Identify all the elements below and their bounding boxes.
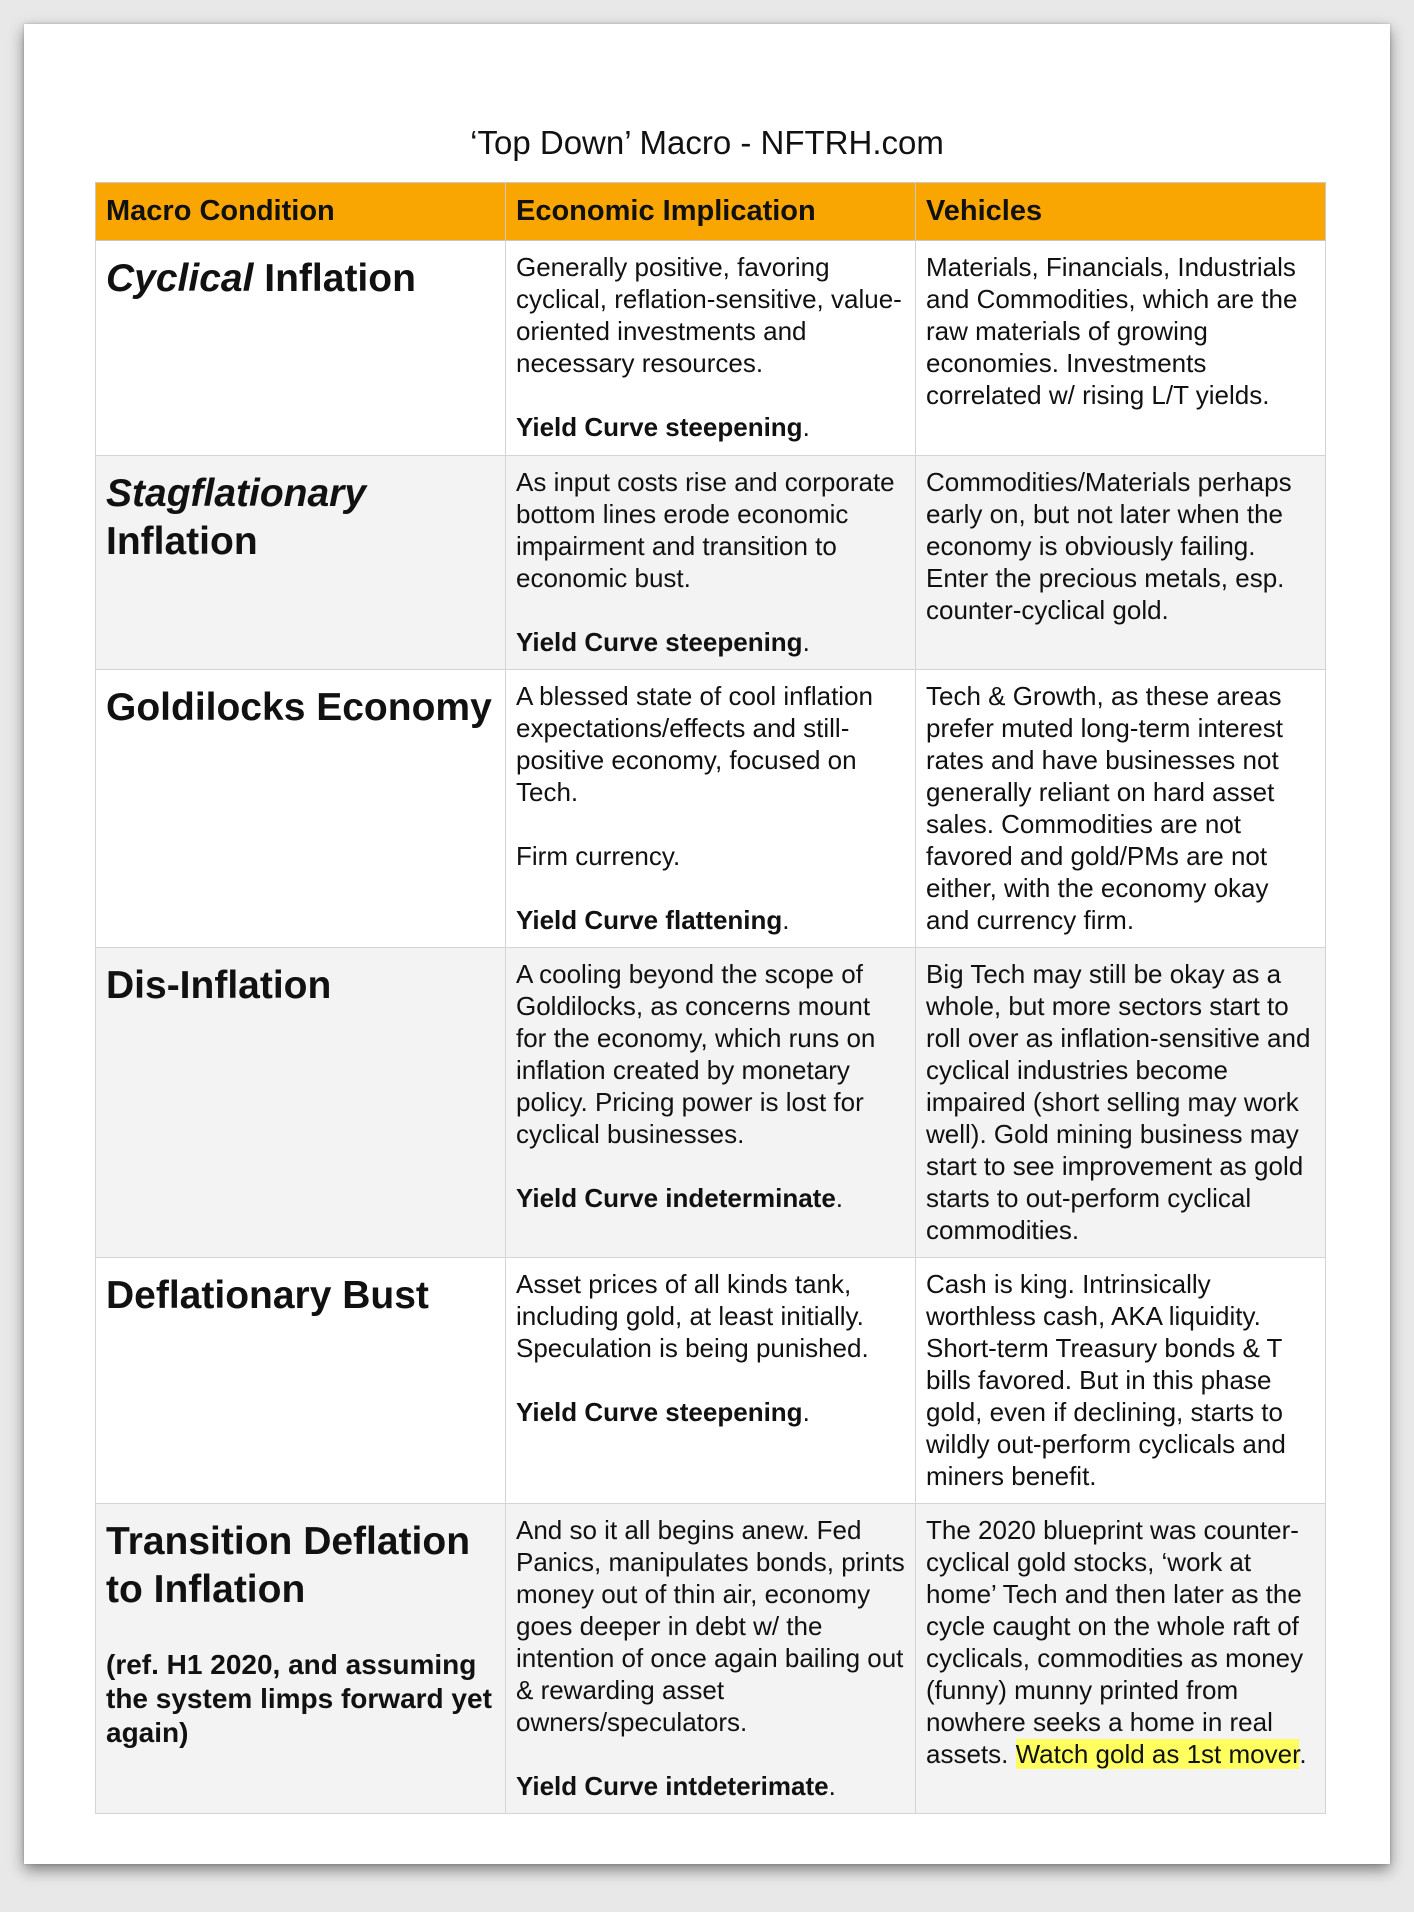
table-row-stagflationary-inflation (96, 456, 1326, 670)
macro-condition: Stagflationary Inflation (106, 472, 367, 563)
macro-condition-cell (96, 948, 506, 1258)
table-row-deflationary-bust (96, 1258, 1326, 1504)
table-row-cyclical-inflation (96, 241, 1326, 456)
vehicles-text: Materials, Financials, Industrials and Commodities, which are the raw materials of growing economies. Investments correlated w/ rising L/T yields. (926, 252, 1298, 410)
vehicles-text: Cash is king. Intrinsically worthless cash, AKA liquidity. Short-term Treasury bonds & T bills favored. But in this phase gold, even if declining, starts to wildly out-perform cyclicals and miners benefit. (926, 1269, 1286, 1491)
implication-text: Generally positive, favoring cyclical, reflation-sensitive, value-oriented investments and necessary resources. (516, 252, 902, 378)
table-row-dis-inflation (96, 948, 1326, 1258)
macro-condition-cell (96, 241, 506, 456)
header-economic-implication: Economic Implication (506, 183, 916, 241)
yield-curve-note: Yield Curve flattening. (516, 905, 790, 935)
vehicles-cell (916, 456, 1326, 670)
macro-condition-cell (96, 1504, 506, 1814)
macro-condition: Goldilocks Economy (106, 686, 492, 729)
implication-text: A blessed state of cool inflation expectations/effects and still-positive economy, focused on Tech. (516, 681, 874, 807)
yield-curve-note: Yield Curve steepening. (516, 627, 810, 657)
macro-condition: Transition Deflation to Inflation (106, 1520, 471, 1611)
macro-condition: Dis-Inflation (106, 964, 332, 1007)
yield-curve-note: Yield Curve intdeterimate. (516, 1771, 836, 1801)
header-vehicles: Vehicles (916, 183, 1326, 241)
implication-cell (506, 1258, 916, 1504)
vehicles-cell (916, 670, 1326, 948)
implication-text: As input costs rise and corporate bottom lines erode economic impairment and transition to economic bust. (516, 467, 895, 593)
document-page (24, 24, 1390, 1864)
highlighted-text: Watch gold as 1st mover (1015, 1739, 1300, 1769)
header-macro-condition: Macro Condition (96, 183, 506, 241)
yield-curve-note: Yield Curve steepening. (516, 412, 810, 442)
vehicles-text: Big Tech may still be okay as a whole, but more sectors start to roll over as inflation-sensitive and cyclical industries become impaired (short selling may work well). Gold mining business may start to see improvement as gold starts to out-perform cyclical commodities. (926, 959, 1311, 1245)
yield-curve-note: Yield Curve steepening. (516, 1397, 810, 1427)
table-header-row (96, 183, 1326, 241)
macro-condition: Deflationary Bust (106, 1274, 429, 1317)
vehicles-text: Commodities/Materials perhaps early on, but not later when the economy is obviously failing. Enter the precious metals, esp. counter-cyclical gold. (926, 467, 1292, 625)
vehicles-cell (916, 948, 1326, 1258)
macro-condition-note: (ref. H1 2020, and assuming the system limps forward yet again) (106, 1649, 492, 1748)
macro-condition-cell (96, 670, 506, 948)
macro-table (95, 182, 1326, 1814)
vehicles-cell (916, 241, 1326, 456)
yield-curve-note: Yield Curve indeterminate. (516, 1183, 844, 1213)
implication-text: And so it all begins anew. Fed Panics, manipulates bonds, prints money out of thin air, economy goes deeper in debt w/ the intention of once again bailing out & rewarding asset owners/speculators. (516, 1515, 905, 1737)
vehicles-cell (916, 1258, 1326, 1504)
implication-cell (506, 1504, 916, 1814)
implication-cell (506, 456, 916, 670)
macro-condition-cell (96, 1258, 506, 1504)
table-row-transition-deflation-to-inflation (96, 1504, 1326, 1814)
vehicles-text: The 2020 blueprint was counter-cyclical gold stocks, ‘work at home’ Tech and then later as the cycle caught on the whole raft of cyclicals, commodities as money (funny) munny printed from nowhere seeks a home in real assets. Watch gold as 1st mover. (926, 1515, 1307, 1769)
macro-condition-cell (96, 456, 506, 670)
implication-cell (506, 670, 916, 948)
implication-text: A cooling beyond the scope of Goldilocks, as concerns mount for the economy, which runs on inflation created by monetary policy. Pricing power is lost for cyclical businesses. (516, 959, 876, 1149)
page-title: ‘Top Down’ Macro - NFTRH.com (470, 124, 944, 161)
vehicles-text: Tech & Growth, as these areas prefer muted long-term interest rates and have businesses not generally reliant on hard asset sales. Commodities are not favored and gold/PMs are not either, with the economy okay and currency firm. (926, 681, 1283, 935)
implication-cell (506, 241, 916, 456)
table-row-goldilocks-economy (96, 670, 1326, 948)
macro-condition: Cyclical Inflation (106, 257, 416, 300)
implication-text: Firm currency. (516, 841, 681, 871)
implication-text: Asset prices of all kinds tank, including gold, at least initially. Speculation is being punished. (516, 1269, 869, 1363)
implication-cell (506, 948, 916, 1258)
vehicles-cell (916, 1504, 1326, 1814)
